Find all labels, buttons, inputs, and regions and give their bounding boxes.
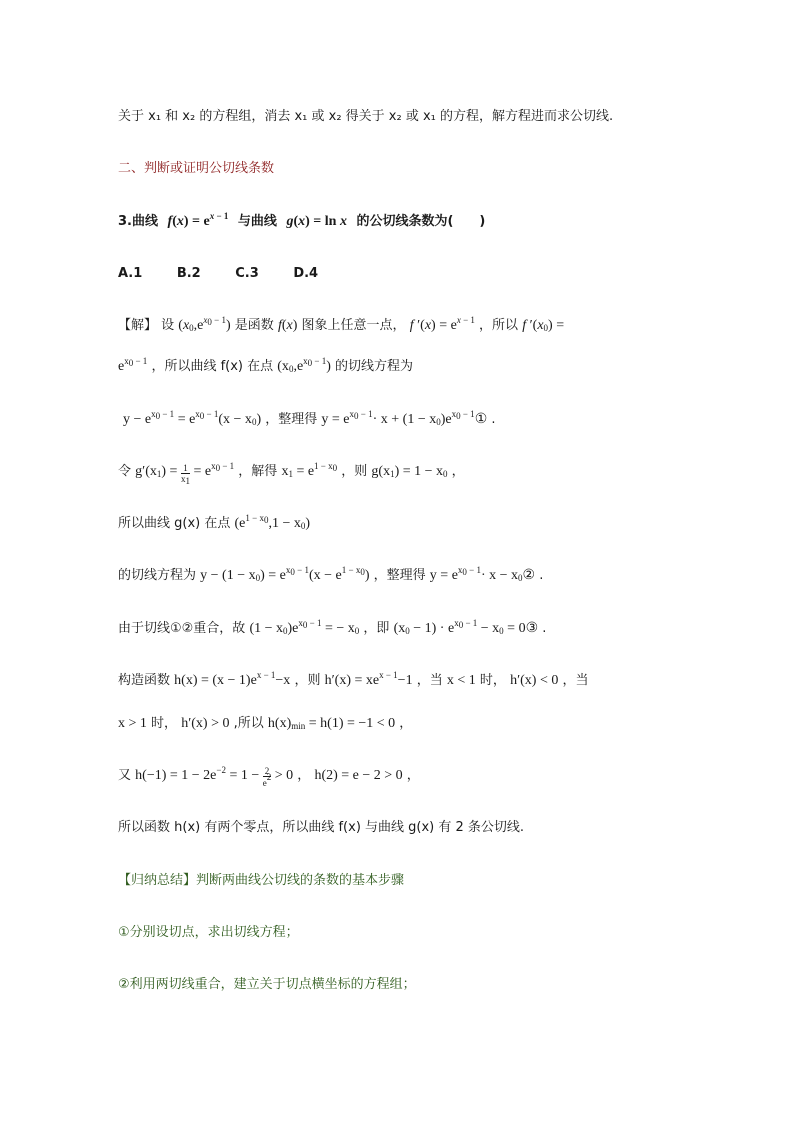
- solution-line-2: $e^{x_0 - 1}$ ，所以曲线 f(x) 在点 $(x_0,e^{x_0 - 1})$ 的切线方程为: [118, 356, 414, 374]
- option-c: C.3: [235, 266, 259, 281]
- values-line: 又 $h(-1) = 1 - 2e^{-2} = 1$ − $\frac{2}{e^2}$ > 0 ， h(2) = e − 2 > 0 ，: [118, 765, 420, 788]
- question-prefix: 3.曲线: [118, 214, 158, 229]
- solution-line-1: 【解】 设 $(x_0,e^{x_0 - 1})$ 是函数 f(x) 图象上任意一点， f $'(x) = e^{x - 1}$ ，所以 f $'(x_0)$ =: [118, 315, 565, 333]
- section-heading: 二、判断或证明公切线条数: [118, 161, 275, 176]
- option-b: B.2: [176, 266, 201, 281]
- option-a: A.1: [118, 266, 143, 281]
- conclusion-line: 所以函数 h(x) 有两个零点，所以曲线 f(x) 与曲线 g(x) 有 2 条公切线.: [118, 820, 525, 835]
- construct-line: 构造函数 $h(x) = (x - 1)e^{x - 1}-x$ ，则 $h'(x) = xe^{x - 1}-1$ ，当 x < 1 时， h′(x) < 0 ，当: [118, 670, 589, 688]
- question-mid: 与曲线: [237, 214, 277, 229]
- summary-step-1: ①分别设切点，求出切线方程；: [118, 925, 299, 940]
- question-3: 3.曲线 $f(x) = e^{x - 1}$ 与曲线 g(x) = ln x 的公切线条数为( ): [118, 211, 486, 229]
- options-row: [118, 264, 348, 284]
- tangent-equation-1: $y - e^{x_0 - 1} = e^{x_0 - 1}(x - x_0)$ ，整理得 $y = e^{x_0 - 1}\cdot x + (1$ − $x_0)e^{x_0 - 1}①$ .: [123, 409, 496, 427]
- option-d: D.4: [293, 266, 319, 281]
- question-suffix: 的公切线条数为( ): [356, 214, 486, 229]
- tangent-equation-2: 的切线方程为 $y - (1 - x_0) = e^{x_0 - 1}(x - e^{1 - x_0})$ ，整理得 $y = e^{x_0 - 1}\cdot x$ − $x_0②$ .: [118, 565, 544, 583]
- solution-line-6: 所以曲线 g(x) 在点 $(e^{1 - x_0},1 - x_0)$: [118, 513, 311, 531]
- summary-heading: 【归纳总结】判断两曲线公切线的条数的基本步骤: [118, 873, 405, 888]
- text-line-1: 关于 x₁ 和 x₂ 的方程组，消去 x₁ 或 x₂ 得关于 x₂ 或 x₁ 的方程，解方程进而求公切线.: [118, 109, 614, 124]
- derivative-line: 令 $g'(x_1)$ = $\frac{1}{x_1}$ = $e^{x_0 - 1}$ ，解得 $x_1 = e^{1 - x_0}$ ，则 $g(x_1) = 1 - x_0$ ，: [118, 461, 465, 486]
- coincide-line: 由于切线①②重合，故 $(1 - x_0)e^{x_0 - 1}$ = − $x_0$ ，即 $(x_0 - 1) \cdot e^{x_0 - 1} - x_0$ = 0③ .: [118, 618, 547, 636]
- summary-step-2: ②利用两切线重合，建立关于切点横坐标的方程组；: [118, 977, 416, 992]
- formula-f: f: [167, 214, 173, 229]
- minimum-line: x > 1 时， h′(x) > 0 ,所以 $h(x)_{min} = h(1) = -1 < 0$ ，: [118, 716, 413, 731]
- solution-tag: 【解】 设: [118, 318, 175, 333]
- formula-g: g: [286, 214, 294, 229]
- point-formula: $(x_0,e^{x_0 - 1})$: [178, 315, 231, 333]
